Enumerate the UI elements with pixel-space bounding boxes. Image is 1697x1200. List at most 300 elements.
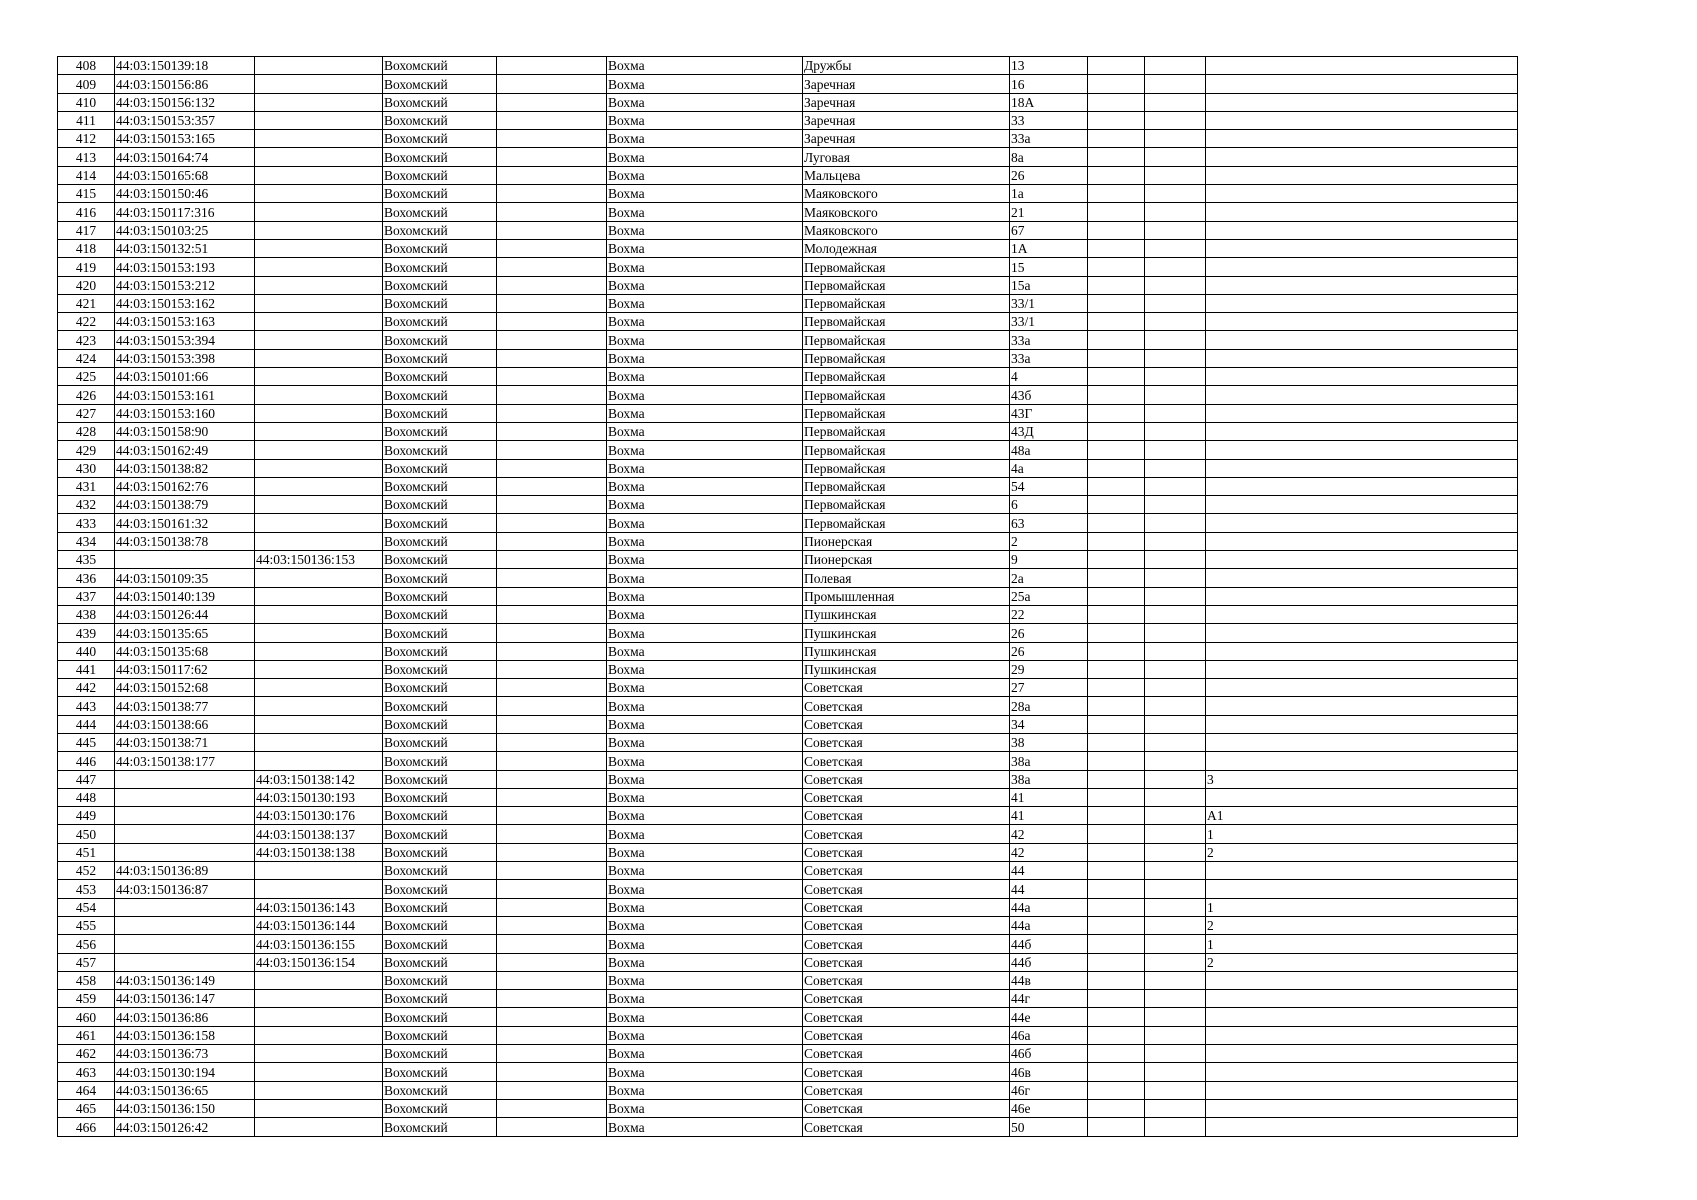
cell-cadastral-number-alt xyxy=(255,276,383,294)
cell-building xyxy=(1088,258,1145,276)
table-row xyxy=(58,660,1518,678)
cell-settlement: Вохма xyxy=(607,605,803,623)
cell-building xyxy=(1088,843,1145,861)
cell-structure xyxy=(1145,1118,1206,1136)
cell-district: Вохомский xyxy=(383,880,497,898)
cell-row-number: 408 xyxy=(58,57,115,75)
cell-street: Советская xyxy=(803,697,1010,715)
cell-building xyxy=(1088,862,1145,880)
cell-settlement: Вохма xyxy=(607,203,803,221)
cell-house: 6 xyxy=(1010,496,1088,514)
cell-empty xyxy=(497,203,607,221)
cell-district: Вохомский xyxy=(383,990,497,1008)
cell-settlement: Вохма xyxy=(607,953,803,971)
cell-settlement: Вохма xyxy=(607,916,803,934)
cell-district: Вохомский xyxy=(383,514,497,532)
cell-district: Вохомский xyxy=(383,313,497,331)
cell-street: Советская xyxy=(803,843,1010,861)
cell-house: 4 xyxy=(1010,368,1088,386)
cell-structure xyxy=(1145,825,1206,843)
cell-settlement: Вохма xyxy=(607,459,803,477)
cell-structure xyxy=(1145,130,1206,148)
cell-empty xyxy=(497,258,607,276)
cell-empty xyxy=(497,916,607,934)
cell-cadastral-number: 44:03:150136:158 xyxy=(115,1026,255,1044)
cell-empty xyxy=(497,368,607,386)
cell-row-number: 434 xyxy=(58,532,115,550)
cell-structure xyxy=(1145,93,1206,111)
cell-building xyxy=(1088,57,1145,75)
cell-street: Советская xyxy=(803,1118,1010,1136)
cell-structure xyxy=(1145,496,1206,514)
cell-structure xyxy=(1145,898,1206,916)
cell-cadastral-number: 44:03:150138:79 xyxy=(115,496,255,514)
cell-structure xyxy=(1145,843,1206,861)
cell-structure xyxy=(1145,935,1206,953)
cell-empty xyxy=(497,825,607,843)
cell-district: Вохомский xyxy=(383,239,497,257)
cell-row-number: 459 xyxy=(58,990,115,1008)
table-row xyxy=(58,203,1518,221)
cell-structure xyxy=(1145,916,1206,934)
cell-house: 33 xyxy=(1010,111,1088,129)
cell-apartment xyxy=(1206,624,1518,642)
cell-apartment xyxy=(1206,441,1518,459)
cell-cadastral-number: 44:03:150162:76 xyxy=(115,477,255,495)
cell-cadastral-number-alt xyxy=(255,605,383,623)
cell-row-number: 409 xyxy=(58,75,115,93)
table-row xyxy=(58,843,1518,861)
cell-empty xyxy=(497,349,607,367)
cell-street: Пушкинская xyxy=(803,660,1010,678)
cell-cadastral-number: 44:03:150165:68 xyxy=(115,166,255,184)
cell-cadastral-number: 44:03:150153:394 xyxy=(115,331,255,349)
cell-settlement: Вохма xyxy=(607,496,803,514)
cell-district: Вохомский xyxy=(383,971,497,989)
cell-district: Вохомский xyxy=(383,733,497,751)
cell-district: Вохомский xyxy=(383,422,497,440)
cell-row-number: 433 xyxy=(58,514,115,532)
cell-building xyxy=(1088,185,1145,203)
cell-empty xyxy=(497,441,607,459)
cell-house: 44б xyxy=(1010,935,1088,953)
cell-house: 42 xyxy=(1010,843,1088,861)
cell-district: Вохомский xyxy=(383,953,497,971)
cell-row-number: 413 xyxy=(58,148,115,166)
table-row xyxy=(58,93,1518,111)
cell-row-number: 416 xyxy=(58,203,115,221)
cell-row-number: 419 xyxy=(58,258,115,276)
cell-apartment xyxy=(1206,679,1518,697)
cell-empty xyxy=(497,313,607,331)
cell-cadastral-number xyxy=(115,843,255,861)
cell-street: Заречная xyxy=(803,75,1010,93)
cell-row-number: 418 xyxy=(58,239,115,257)
cell-structure xyxy=(1145,368,1206,386)
cell-apartment xyxy=(1206,148,1518,166)
table-row xyxy=(58,733,1518,751)
cell-structure xyxy=(1145,990,1206,1008)
cell-apartment xyxy=(1206,715,1518,733)
cell-cadastral-number-alt xyxy=(255,239,383,257)
cell-empty xyxy=(497,75,607,93)
cell-structure xyxy=(1145,624,1206,642)
cell-apartment xyxy=(1206,422,1518,440)
cell-street: Советская xyxy=(803,898,1010,916)
cell-structure xyxy=(1145,75,1206,93)
cell-house: 43Д xyxy=(1010,422,1088,440)
cell-row-number: 465 xyxy=(58,1099,115,1117)
cell-row-number: 463 xyxy=(58,1063,115,1081)
cell-structure xyxy=(1145,788,1206,806)
cell-street: Советская xyxy=(803,752,1010,770)
cell-cadastral-number-alt: 44:03:150130:176 xyxy=(255,807,383,825)
cell-cadastral-number: 44:03:150136:87 xyxy=(115,880,255,898)
cell-structure xyxy=(1145,679,1206,697)
cell-cadastral-number: 44:03:150158:90 xyxy=(115,422,255,440)
cell-cadastral-number-alt xyxy=(255,331,383,349)
cell-apartment xyxy=(1206,496,1518,514)
cell-settlement: Вохма xyxy=(607,733,803,751)
cell-house: 46г xyxy=(1010,1081,1088,1099)
cell-street: Первомайская xyxy=(803,368,1010,386)
cell-row-number: 462 xyxy=(58,1045,115,1063)
cell-apartment xyxy=(1206,349,1518,367)
cell-building xyxy=(1088,532,1145,550)
cell-empty xyxy=(497,130,607,148)
cell-apartment xyxy=(1206,1063,1518,1081)
cell-apartment xyxy=(1206,1026,1518,1044)
cell-settlement: Вохма xyxy=(607,935,803,953)
cell-structure xyxy=(1145,313,1206,331)
cell-apartment xyxy=(1206,697,1518,715)
cell-cadastral-number-alt xyxy=(255,679,383,697)
cell-empty xyxy=(497,1063,607,1081)
cell-cadastral-number-alt: 44:03:150130:193 xyxy=(255,788,383,806)
cell-house: 25а xyxy=(1010,587,1088,605)
cell-street: Советская xyxy=(803,1081,1010,1099)
table-row xyxy=(58,75,1518,93)
cell-cadastral-number-alt xyxy=(255,258,383,276)
cell-district: Вохомский xyxy=(383,697,497,715)
cell-settlement: Вохма xyxy=(607,1081,803,1099)
table-row xyxy=(58,166,1518,184)
cell-cadastral-number: 44:03:150136:86 xyxy=(115,1008,255,1026)
cell-house: 9 xyxy=(1010,551,1088,569)
table-row xyxy=(58,258,1518,276)
cell-district: Вохомский xyxy=(383,679,497,697)
cell-building xyxy=(1088,459,1145,477)
cell-street: Первомайская xyxy=(803,294,1010,312)
cell-row-number: 447 xyxy=(58,770,115,788)
cell-settlement: Вохма xyxy=(607,239,803,257)
cell-cadastral-number-alt xyxy=(255,1026,383,1044)
cell-structure xyxy=(1145,166,1206,184)
cell-cadastral-number-alt xyxy=(255,862,383,880)
cell-empty xyxy=(497,57,607,75)
cell-structure xyxy=(1145,1008,1206,1026)
cell-apartment xyxy=(1206,477,1518,495)
cell-settlement: Вохма xyxy=(607,130,803,148)
cell-street: Советская xyxy=(803,679,1010,697)
cell-building xyxy=(1088,276,1145,294)
cell-apartment xyxy=(1206,880,1518,898)
cell-building xyxy=(1088,587,1145,605)
cell-row-number: 435 xyxy=(58,551,115,569)
table-row xyxy=(58,404,1518,422)
cell-structure xyxy=(1145,349,1206,367)
cell-building xyxy=(1088,733,1145,751)
cell-empty xyxy=(497,752,607,770)
cell-row-number: 426 xyxy=(58,386,115,404)
cell-structure xyxy=(1145,697,1206,715)
cell-settlement: Вохма xyxy=(607,898,803,916)
cell-cadastral-number: 44:03:150136:73 xyxy=(115,1045,255,1063)
cell-building xyxy=(1088,349,1145,367)
cell-street: Первомайская xyxy=(803,349,1010,367)
cell-empty xyxy=(497,971,607,989)
cell-row-number: 449 xyxy=(58,807,115,825)
cell-apartment: 2 xyxy=(1206,843,1518,861)
cell-apartment xyxy=(1206,1008,1518,1026)
cell-district: Вохомский xyxy=(383,788,497,806)
cell-street: Советская xyxy=(803,770,1010,788)
cell-apartment xyxy=(1206,971,1518,989)
table-row xyxy=(58,294,1518,312)
cell-cadastral-number-alt xyxy=(255,130,383,148)
table-row xyxy=(58,331,1518,349)
cell-street: Первомайская xyxy=(803,496,1010,514)
cell-house: 50 xyxy=(1010,1118,1088,1136)
table-row xyxy=(58,587,1518,605)
cell-apartment: А1 xyxy=(1206,807,1518,825)
table-row xyxy=(58,276,1518,294)
cell-building xyxy=(1088,130,1145,148)
cell-cadastral-number-alt xyxy=(255,532,383,550)
cell-row-number: 410 xyxy=(58,93,115,111)
cell-house: 28а xyxy=(1010,697,1088,715)
cell-house: 44а xyxy=(1010,898,1088,916)
cell-cadastral-number-alt xyxy=(255,880,383,898)
cell-cadastral-number: 44:03:150156:132 xyxy=(115,93,255,111)
cell-house: 46е xyxy=(1010,1099,1088,1117)
cell-building xyxy=(1088,660,1145,678)
cell-settlement: Вохма xyxy=(607,477,803,495)
cell-settlement: Вохма xyxy=(607,148,803,166)
cell-building xyxy=(1088,368,1145,386)
cell-district: Вохомский xyxy=(383,752,497,770)
cell-row-number: 445 xyxy=(58,733,115,751)
cell-empty xyxy=(497,697,607,715)
cell-settlement: Вохма xyxy=(607,294,803,312)
cell-street: Советская xyxy=(803,971,1010,989)
cell-district: Вохомский xyxy=(383,1026,497,1044)
cell-apartment xyxy=(1206,990,1518,1008)
cell-house: 26 xyxy=(1010,166,1088,184)
cell-row-number: 443 xyxy=(58,697,115,715)
cell-house: 46а xyxy=(1010,1026,1088,1044)
cell-settlement: Вохма xyxy=(607,1045,803,1063)
cell-row-number: 420 xyxy=(58,276,115,294)
table-row xyxy=(58,496,1518,514)
table-row xyxy=(58,514,1518,532)
table-row xyxy=(58,642,1518,660)
cell-apartment xyxy=(1206,258,1518,276)
cell-district: Вохомский xyxy=(383,587,497,605)
cell-street: Первомайская xyxy=(803,313,1010,331)
cell-settlement: Вохма xyxy=(607,770,803,788)
cell-building xyxy=(1088,148,1145,166)
table-row xyxy=(58,1008,1518,1026)
cell-settlement: Вохма xyxy=(607,386,803,404)
cell-structure xyxy=(1145,551,1206,569)
cell-row-number: 456 xyxy=(58,935,115,953)
cell-row-number: 464 xyxy=(58,1081,115,1099)
table-row xyxy=(58,862,1518,880)
cell-building xyxy=(1088,679,1145,697)
cell-cadastral-number: 44:03:150136:89 xyxy=(115,862,255,880)
cell-settlement: Вохма xyxy=(607,990,803,1008)
cell-house: 46в xyxy=(1010,1063,1088,1081)
table-row xyxy=(58,898,1518,916)
cell-street: Маяковского xyxy=(803,203,1010,221)
cell-cadastral-number: 44:03:150136:147 xyxy=(115,990,255,1008)
cell-street: Советская xyxy=(803,935,1010,953)
table-row xyxy=(58,368,1518,386)
cell-building xyxy=(1088,880,1145,898)
cell-house: 21 xyxy=(1010,203,1088,221)
cell-cadastral-number-alt xyxy=(255,971,383,989)
cell-structure xyxy=(1145,1081,1206,1099)
cell-building xyxy=(1088,825,1145,843)
cell-settlement: Вохма xyxy=(607,93,803,111)
cell-cadastral-number: 44:03:150126:42 xyxy=(115,1118,255,1136)
cell-row-number: 457 xyxy=(58,953,115,971)
cell-apartment xyxy=(1206,1118,1518,1136)
cell-empty xyxy=(497,788,607,806)
cell-structure xyxy=(1145,807,1206,825)
cell-street: Первомайская xyxy=(803,386,1010,404)
cell-district: Вохомский xyxy=(383,203,497,221)
cell-apartment: 2 xyxy=(1206,953,1518,971)
cell-cadastral-number-alt xyxy=(255,660,383,678)
cell-building xyxy=(1088,971,1145,989)
cell-empty xyxy=(497,1008,607,1026)
cell-empty xyxy=(497,569,607,587)
cell-apartment xyxy=(1206,331,1518,349)
cell-street: Советская xyxy=(803,862,1010,880)
cell-cadastral-number-alt: 44:03:150136:144 xyxy=(255,916,383,934)
cell-settlement: Вохма xyxy=(607,313,803,331)
cell-cadastral-number: 44:03:150130:194 xyxy=(115,1063,255,1081)
cell-street: Советская xyxy=(803,825,1010,843)
cell-cadastral-number-alt xyxy=(255,313,383,331)
cell-settlement: Вохма xyxy=(607,258,803,276)
table-row xyxy=(58,1118,1518,1136)
cell-settlement: Вохма xyxy=(607,75,803,93)
cell-structure xyxy=(1145,239,1206,257)
cell-row-number: 430 xyxy=(58,459,115,477)
cell-district: Вохомский xyxy=(383,368,497,386)
cell-structure xyxy=(1145,587,1206,605)
cell-cadastral-number: 44:03:150140:139 xyxy=(115,587,255,605)
cell-structure xyxy=(1145,441,1206,459)
cell-cadastral-number-alt: 44:03:150136:154 xyxy=(255,953,383,971)
cell-row-number: 437 xyxy=(58,587,115,605)
cell-cadastral-number: 44:03:150153:163 xyxy=(115,313,255,331)
cell-apartment xyxy=(1206,587,1518,605)
cell-district: Вохомский xyxy=(383,477,497,495)
table-row xyxy=(58,1099,1518,1117)
cell-building xyxy=(1088,953,1145,971)
cell-apartment xyxy=(1206,569,1518,587)
cell-apartment xyxy=(1206,111,1518,129)
cell-district: Вохомский xyxy=(383,1081,497,1099)
cell-cadastral-number-alt xyxy=(255,514,383,532)
cell-cadastral-number: 44:03:150135:68 xyxy=(115,642,255,660)
cell-district: Вохомский xyxy=(383,258,497,276)
cell-district: Вохомский xyxy=(383,331,497,349)
cell-house: 44г xyxy=(1010,990,1088,1008)
cell-structure xyxy=(1145,221,1206,239)
cell-row-number: 431 xyxy=(58,477,115,495)
cell-house: 15 xyxy=(1010,258,1088,276)
cell-cadastral-number: 44:03:150153:398 xyxy=(115,349,255,367)
cell-empty xyxy=(497,148,607,166)
cell-street: Первомайская xyxy=(803,276,1010,294)
cell-street: Советская xyxy=(803,916,1010,934)
cell-row-number: 442 xyxy=(58,679,115,697)
cell-building xyxy=(1088,514,1145,532)
cell-district: Вохомский xyxy=(383,386,497,404)
cell-empty xyxy=(497,587,607,605)
cell-structure xyxy=(1145,477,1206,495)
cell-structure xyxy=(1145,953,1206,971)
cell-cadastral-number xyxy=(115,807,255,825)
cell-row-number: 436 xyxy=(58,569,115,587)
cell-row-number: 453 xyxy=(58,880,115,898)
cell-cadastral-number: 44:03:150153:193 xyxy=(115,258,255,276)
cell-district: Вохомский xyxy=(383,349,497,367)
cell-empty xyxy=(497,807,607,825)
cell-row-number: 415 xyxy=(58,185,115,203)
cell-district: Вохомский xyxy=(383,185,497,203)
cell-settlement: Вохма xyxy=(607,715,803,733)
cell-settlement: Вохма xyxy=(607,825,803,843)
cell-cadastral-number: 44:03:150139:18 xyxy=(115,57,255,75)
cell-cadastral-number-alt xyxy=(255,477,383,495)
cell-apartment xyxy=(1206,752,1518,770)
cell-row-number: 461 xyxy=(58,1026,115,1044)
cell-settlement: Вохма xyxy=(607,807,803,825)
cell-apartment xyxy=(1206,386,1518,404)
cell-district: Вохомский xyxy=(383,166,497,184)
cell-cadastral-number: 44:03:150136:149 xyxy=(115,971,255,989)
cell-settlement: Вохма xyxy=(607,1099,803,1117)
cell-cadastral-number xyxy=(115,770,255,788)
cell-empty xyxy=(497,404,607,422)
cell-district: Вохомский xyxy=(383,715,497,733)
cell-empty xyxy=(497,1026,607,1044)
cell-row-number: 425 xyxy=(58,368,115,386)
cell-house: 18А xyxy=(1010,93,1088,111)
cell-empty xyxy=(497,551,607,569)
cell-row-number: 441 xyxy=(58,660,115,678)
cell-cadastral-number-alt xyxy=(255,166,383,184)
cell-empty xyxy=(497,660,607,678)
cell-district: Вохомский xyxy=(383,1099,497,1117)
cell-apartment xyxy=(1206,75,1518,93)
